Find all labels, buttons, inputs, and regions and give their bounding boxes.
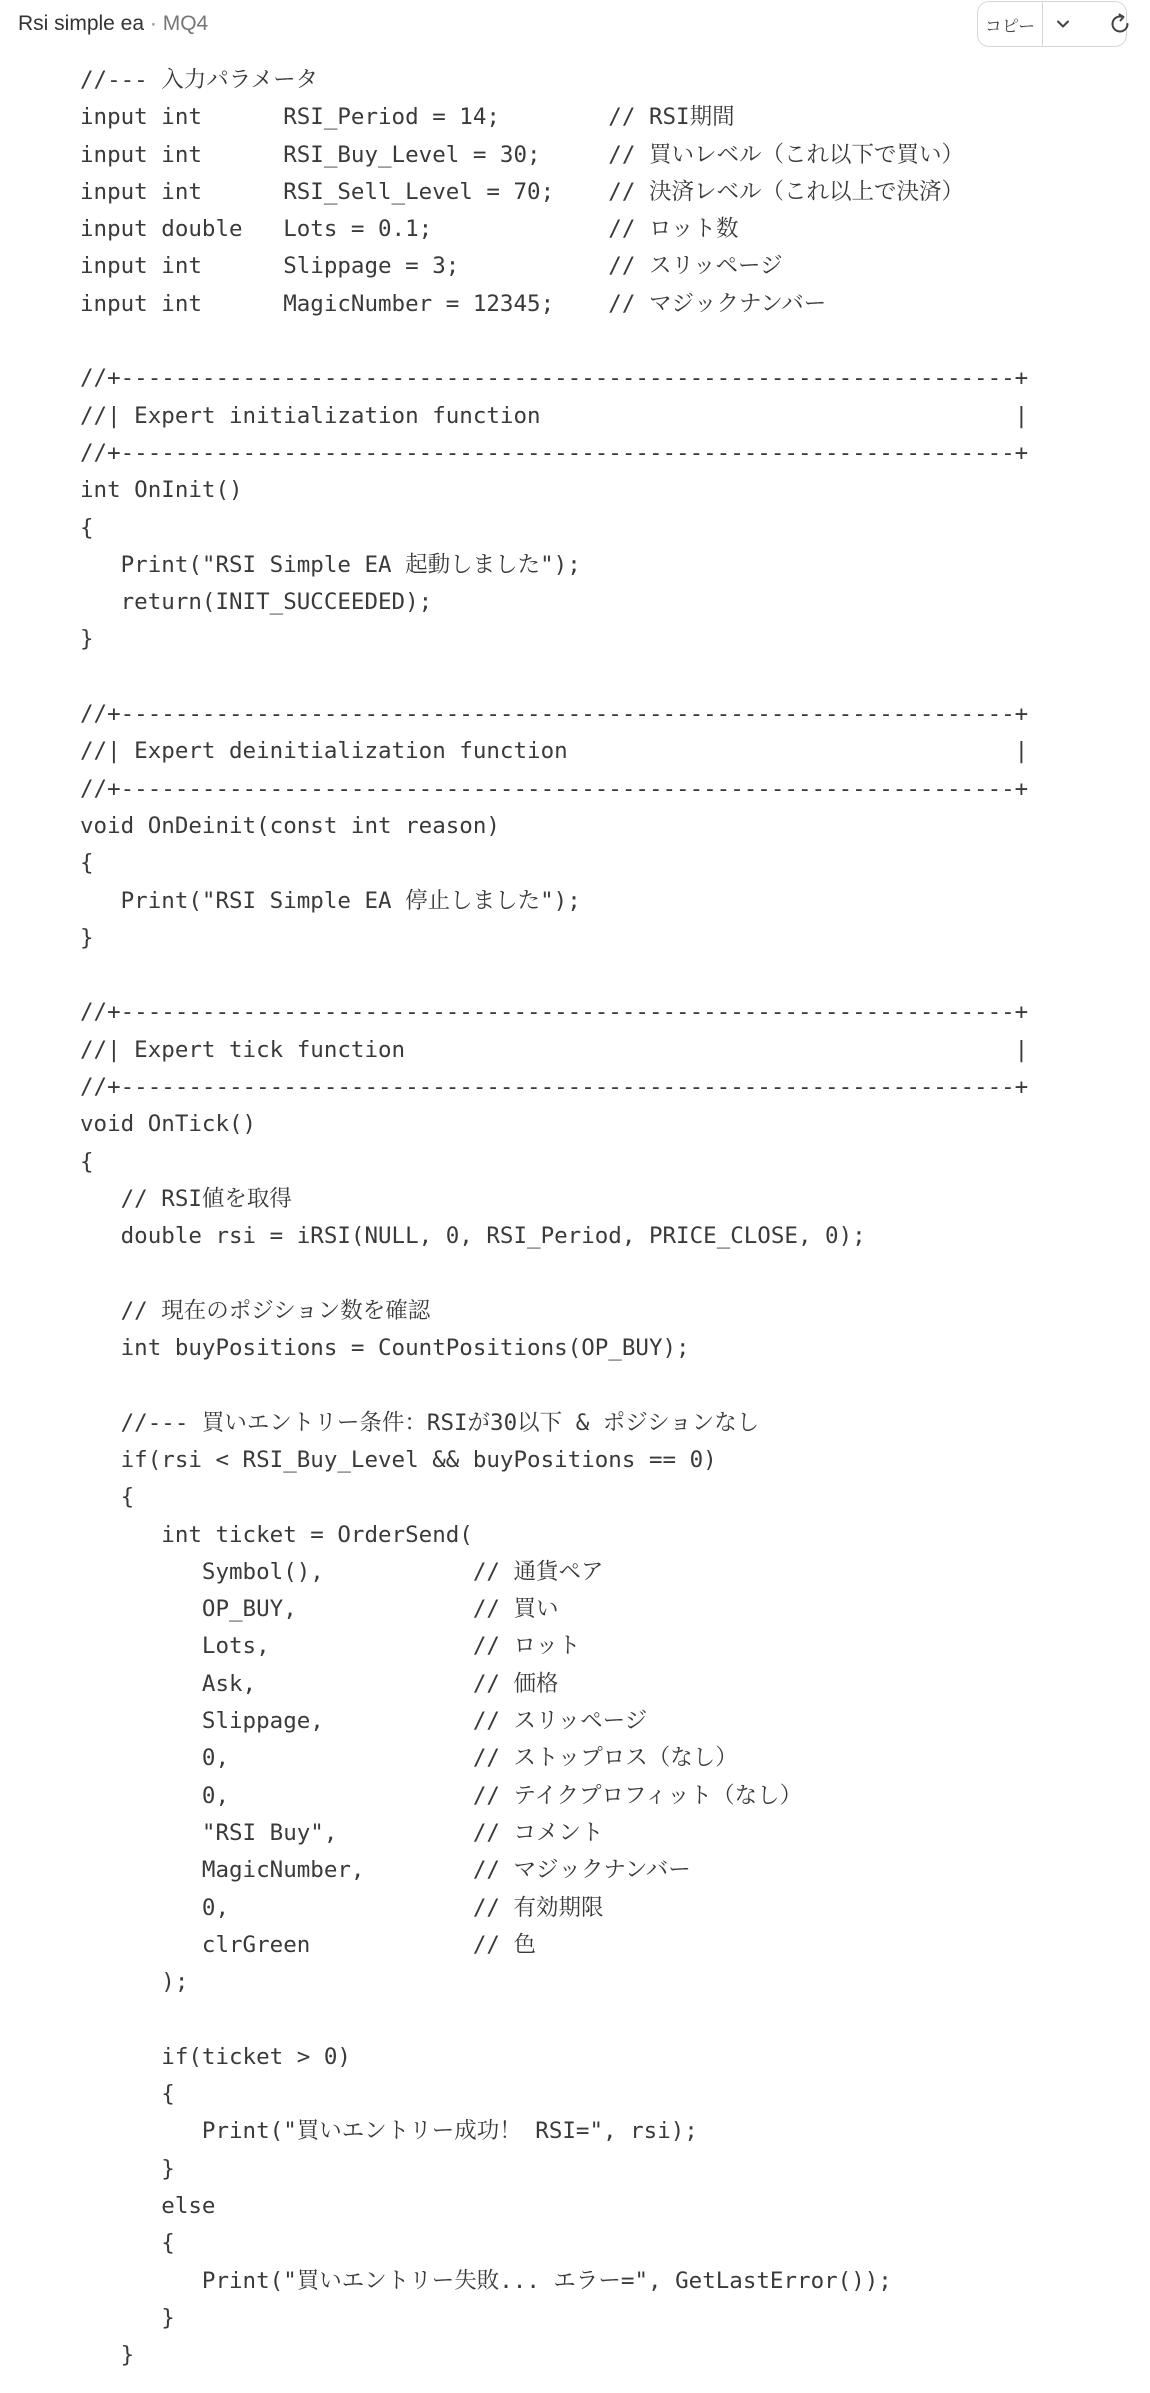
code-line: } xyxy=(80,2155,175,2182)
code-line: } xyxy=(80,2304,175,2331)
code-line: { xyxy=(80,1148,94,1175)
code-line: void OnTick() xyxy=(80,1111,257,1138)
code-line: //--- 買いエントリー条件：RSIが30以下 & ポジションなし xyxy=(80,1409,760,1436)
code-line: input double Lots = 0.1; // ロット数 xyxy=(80,216,739,243)
code-line: if(ticket > 0) xyxy=(80,2043,351,2070)
code-line: // 現在のポジション数を確認 xyxy=(80,1297,431,1324)
code-line: Slippage, // スリッページ xyxy=(80,1708,648,1735)
code-line: int OnInit() xyxy=(80,477,243,504)
code-line: { xyxy=(80,1484,135,1511)
code-line: { xyxy=(80,514,94,541)
code-line: MagicNumber, // マジックナンバー xyxy=(80,1857,691,1884)
code-line: //| Expert tick function | xyxy=(80,1036,1029,1063)
code-line: int buyPositions = CountPositions(OP_BUY); xyxy=(80,1335,690,1362)
code-line: { xyxy=(80,2230,175,2257)
code-line: //+------------------------------------------------------------------+ xyxy=(80,999,1029,1026)
code-line xyxy=(80,1367,1028,1404)
code-line xyxy=(80,1256,1028,1293)
code-line xyxy=(80,2001,1028,2038)
code-line: 0, // テイクプロフィット（なし） xyxy=(80,1782,803,1809)
code-line: Symbol(), // 通貨ペア xyxy=(80,1558,604,1585)
code-line: } xyxy=(80,626,94,653)
code-line: 0, // ストップロス（なし） xyxy=(80,1745,738,1772)
code-line: int ticket = OrderSend( xyxy=(80,1521,473,1548)
copy-button[interactable]: コピー xyxy=(978,2,1043,46)
code-line: "RSI Buy", // コメント xyxy=(80,1819,604,1846)
code-line: input int RSI_Period = 14; // RSI期間 xyxy=(80,104,735,131)
code-line: //+------------------------------------------------------------------+ xyxy=(80,439,1029,466)
code-line: Print("RSI Simple EA 停止しました"); xyxy=(80,887,581,914)
code-line: } xyxy=(80,924,94,951)
code-line: { xyxy=(80,850,94,877)
file-name: Rsi simple ea xyxy=(18,12,145,35)
code-line: //| Expert deinitialization function | xyxy=(80,738,1029,765)
code-line: double rsi = iRSI(NULL, 0, RSI_Period, PRICE_CLOSE, 0); xyxy=(80,1223,866,1250)
code-line: input int MagicNumber = 12345; // マジックナンバー xyxy=(80,290,827,317)
code-line: ); xyxy=(80,1969,189,1996)
refresh-button[interactable] xyxy=(1104,8,1136,40)
code-line: //+------------------------------------------------------------------+ xyxy=(80,365,1029,392)
code-block-header xyxy=(0,0,1150,48)
code-line: //+------------------------------------------------------------------+ xyxy=(80,775,1029,802)
refresh-icon xyxy=(1106,10,1134,38)
code-line: //--- 入力パラメータ xyxy=(80,67,319,93)
code-line: //+------------------------------------------------------------------+ xyxy=(80,1074,1029,1101)
code-line: Print("買いエントリー成功！ RSI=", rsi); xyxy=(80,2118,698,2145)
code-line: clrGreen // 色 xyxy=(80,1931,536,1958)
code-line: //+------------------------------------------------------------------+ xyxy=(80,701,1029,728)
code-line: void OnDeinit(const int reason) xyxy=(80,812,500,839)
code-line: input int Slippage = 3; // スリッページ xyxy=(80,253,783,280)
code-line: //| Expert initialization function | xyxy=(80,402,1029,429)
code-line: { xyxy=(80,2081,175,2108)
code-line: if(rsi < RSI_Buy_Level && buyPositions == 0) xyxy=(80,1446,717,1473)
code-line: input int RSI_Buy_Level = 30; // 買いレベル（これ以下で買い） xyxy=(80,141,964,168)
chevron-down-icon xyxy=(1054,15,1072,33)
code-line xyxy=(80,323,1028,360)
code-line xyxy=(80,957,1028,994)
code-line: Print("RSI Simple EA 起動しました"); xyxy=(80,551,581,578)
file-title xyxy=(18,12,208,36)
code-line xyxy=(80,659,1028,696)
code-line: 0, // 有効期限 xyxy=(80,1894,604,1921)
code-line: Ask, // 価格 xyxy=(80,1670,559,1697)
code-line: // RSI値を取得 xyxy=(80,1185,292,1212)
code-block xyxy=(80,62,1028,2374)
code-line: Print("買いエントリー失敗... エラー=", GetLastError()); xyxy=(80,2267,892,2294)
code-line: Lots, // ロット xyxy=(80,1633,581,1660)
code-line: } xyxy=(80,2342,135,2369)
code-line: OP_BUY, // 買い xyxy=(80,1596,559,1623)
code-line: return(INIT_SUCCEEDED); xyxy=(80,589,433,616)
copy-options-dropdown[interactable] xyxy=(1043,2,1083,46)
code-line: input int RSI_Sell_Level = 70; // 決済レベル（これ以上で決済） xyxy=(80,178,964,205)
file-language: MQ4 xyxy=(162,12,209,35)
code-line: else xyxy=(80,2192,216,2219)
title-separator: · xyxy=(144,12,163,35)
